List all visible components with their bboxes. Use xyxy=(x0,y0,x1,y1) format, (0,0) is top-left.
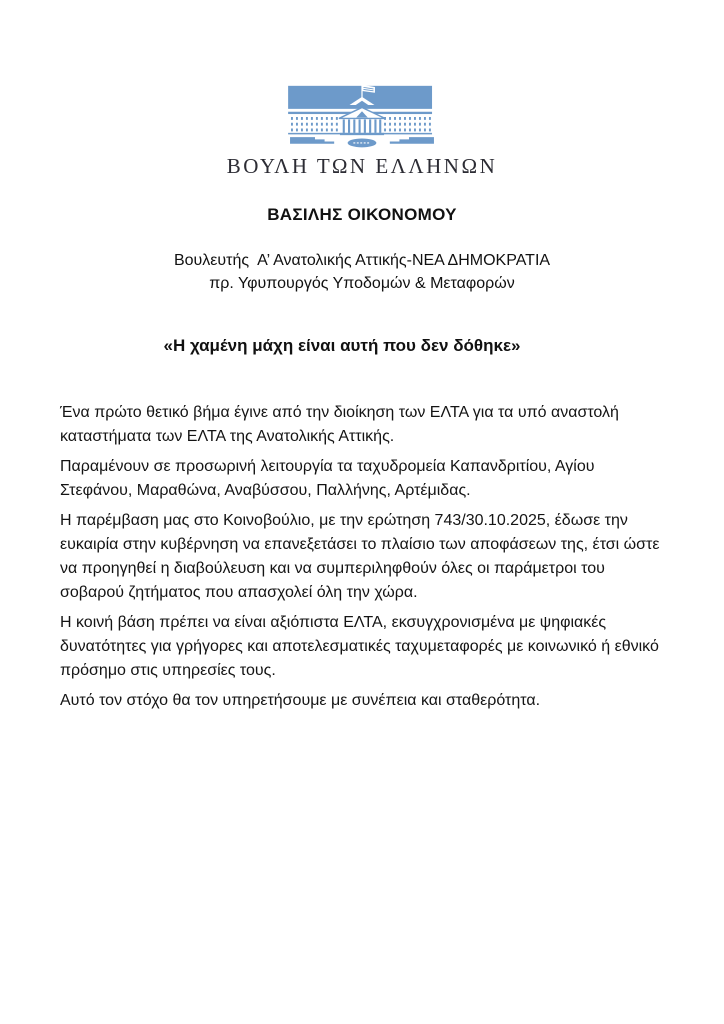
document-header xyxy=(0,0,724,356)
author-role-line2: πρ. Υφυπουργός Υποδομών & Μεταφορών xyxy=(209,275,515,292)
body-paragraph: Η κοινή βάση πρέπει να είναι αξιόπιστα ΕΛΤΑ, εκσυγχρονισμένα με ψηφιακές δυνατότητες για γρήγορες και αποτελεσματικές ταχυμεταφορές με κοινωνικό ή εθνικό πρόσημο στις υπηρεσίες τους. xyxy=(60,614,659,679)
press-release-headline: «Η χαμένη μάχη είναι αυτή που δεν δόθηκε» xyxy=(163,336,521,355)
press-release-body xyxy=(60,401,664,713)
body-paragraph: Η παρέμβαση μας στο Κοινοβούλιο, με την ερώτηση 743/30.10.2025, έδωσε την ευκαιρία στην κυβέρνηση να επανεξετάσει το πλαίσιο των αποφάσεων της, έτσι ώστε να προηγηθεί η διαβούλευση και να συμπεριληφθούν όλες οι παράμετροι του σοβαρού ζητήματος που απασχολεί όλη την χώρα. xyxy=(60,512,660,601)
hellenic-parliament-logo xyxy=(227,82,497,179)
parliament-building-icon xyxy=(285,82,439,153)
body-paragraph: Παραμένουν σε προσωρινή λειτουργία τα ταχυδρομεία Καπανδριτίου, Αγίου Στεφάνου, Μαραθώνα, Αναβύσσου, Παλλήνης, Αρτέμιδας. xyxy=(60,458,595,499)
parliament-logo-caption: ΒΟΥΛΗ ΤΩΝ ΕΛΛΗΝΩΝ xyxy=(226,154,498,178)
body-paragraph: Ένα πρώτο θετικό βήμα έγινε από την διοίκηση των ΕΛΤΑ για τα υπό αναστολή καταστήματα των ΕΛΤΑ της Ανατολικής Αττικής. xyxy=(60,404,619,445)
author-name: ΒΑΣΙΛΗΣ ΟΙΚΟΝΟΜΟΥ xyxy=(267,205,457,224)
body-paragraph: Αυτό τον στόχο θα τον υπηρετήσουμε με συνέπεια και σταθερότητα. xyxy=(60,692,541,709)
author-roles xyxy=(0,249,724,295)
author-role-line1: Βουλευτής Α’ Ανατολικής Αττικής-ΝΕΑ ΔΗΜΟΚΡΑΤΙΑ xyxy=(173,252,551,269)
